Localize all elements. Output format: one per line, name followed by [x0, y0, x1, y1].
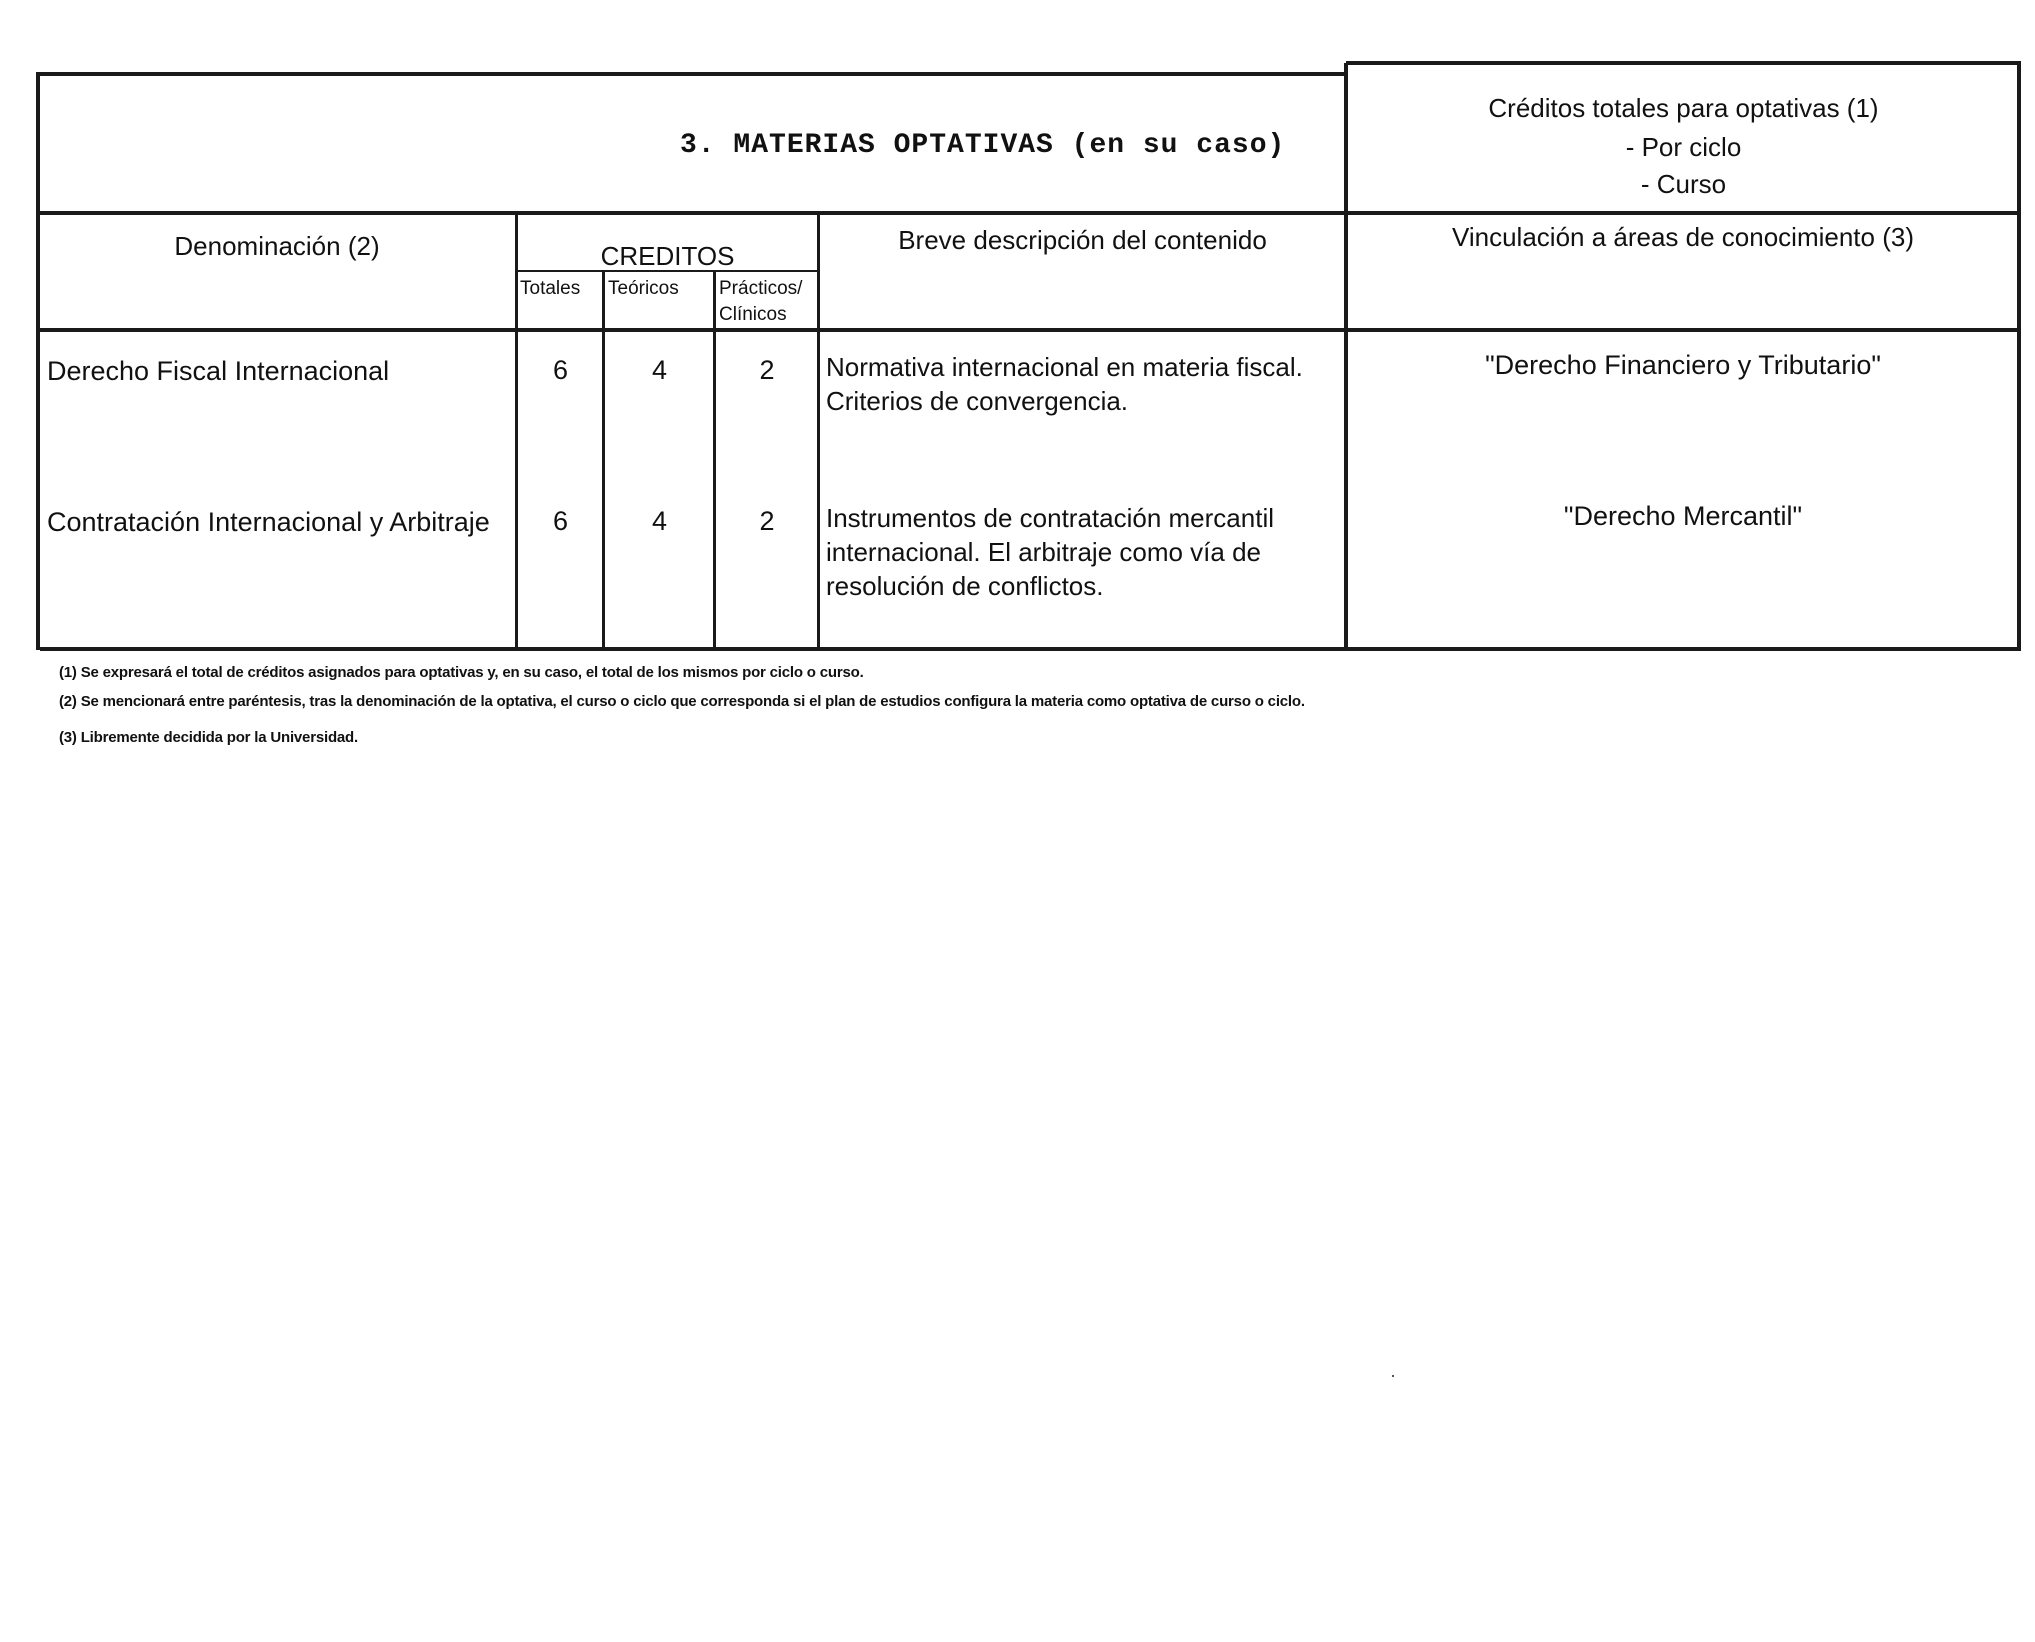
- row-1-name: Derecho Fiscal Internacional: [47, 356, 390, 386]
- section-title: 3. MATERIAS OPTATIVAS (en su caso): [680, 130, 1286, 161]
- credits-box-line-3: - Curso: [1640, 169, 1727, 199]
- row-2-description: [826, 501, 1274, 603]
- row-2-area: "Derecho Mercantil": [1563, 501, 1803, 531]
- footnote-3: (3) Libremente decidida por la Universidad.: [59, 729, 358, 746]
- row-1-description: [826, 350, 1303, 418]
- row-2-description-line-3: resolución de conflictos.: [826, 571, 1104, 601]
- header-creditos: CREDITOS: [600, 241, 735, 271]
- header-vinculacion: Vinculación a áreas de conocimiento (3): [1451, 222, 1914, 252]
- row-1-totales: 6: [552, 355, 569, 385]
- credits-box-line-2: - Por ciclo: [1625, 132, 1742, 162]
- row-2-teoricos: 4: [651, 506, 668, 536]
- row-2-totales: 6: [552, 506, 569, 536]
- credits-box-line-1: Créditos totales para optativas (1): [1488, 93, 1879, 123]
- row-1-description-line-2: Criterios de convergencia.: [826, 386, 1129, 416]
- row-1-area: "Derecho Financiero y Tributario": [1485, 350, 1881, 380]
- header-practicos-line-1: Prácticos/: [719, 278, 803, 299]
- header-totales: Totales: [520, 278, 581, 299]
- row-1-description-line-1: Normativa internacional en materia fiscal.: [826, 352, 1303, 382]
- row-2-description-line-1: Instrumentos de contratación mercantil: [826, 503, 1274, 533]
- header-descripcion: Breve descripción del contenido: [898, 225, 1267, 255]
- header-practicos-line-2: Clínicos: [719, 304, 787, 325]
- header-teoricos: Teóricos: [608, 278, 679, 299]
- scan-speck: [1392, 1375, 1394, 1377]
- header-denominacion: Denominación (2): [174, 231, 380, 261]
- row-2-name: Contratación Internacional y Arbitraje: [47, 507, 490, 537]
- footnote-2: (2) Se mencionará entre paréntesis, tras la denominación de la optativa, el curso o ciclo que corresponda si el plan de estudios configura la materia como optativa de curso o ciclo.: [59, 693, 1305, 710]
- row-2-description-line-2: internacional. El arbitraje como vía de: [826, 537, 1262, 567]
- row-1-practicos: 2: [759, 355, 775, 385]
- row-1-teoricos: 4: [651, 355, 668, 385]
- row-2-practicos: 2: [759, 506, 775, 536]
- footnote-1: (1) Se expresará el total de créditos asignados para optativas y, en su caso, el total de los mismos por ciclo o curso.: [59, 664, 864, 681]
